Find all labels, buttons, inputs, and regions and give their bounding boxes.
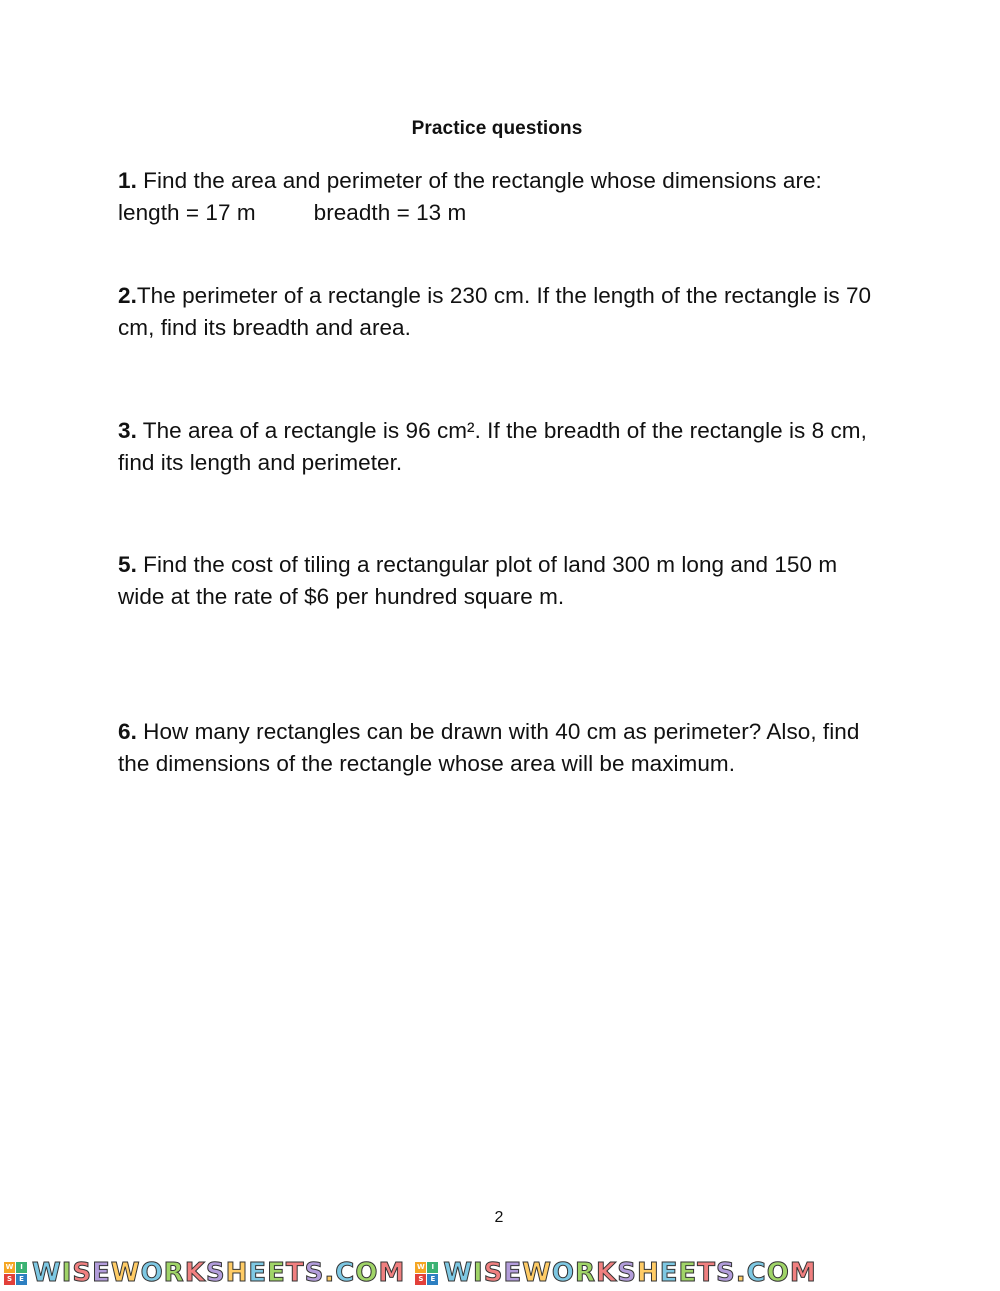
question-number: 2.: [118, 283, 137, 308]
question-text: The perimeter of a rectangle is 230 cm. If the length of the rectangle is 70 cm, find its breadth and area.: [118, 283, 872, 340]
brand-logo: [0, 1258, 405, 1288]
brand-wordmark: WISEWORKSHEETS.COM: [443, 1258, 817, 1288]
question-6: [118, 716, 878, 780]
question-2: [118, 280, 878, 344]
question-text: Find the area and perimeter of the rectangle whose dimensions are: length = 17 m: [118, 168, 822, 225]
logo-blocks-icon: W I S E: [4, 1262, 27, 1285]
question-number: 3.: [118, 418, 137, 443]
brand-wordmark: WISEWORKSHEETS.COM: [32, 1258, 406, 1288]
brand-logo: [411, 1258, 816, 1288]
question-1: [118, 165, 878, 229]
footer-banner: [0, 1255, 1000, 1291]
question-number: 6.: [118, 719, 137, 744]
logo-blocks-icon: W I S E: [415, 1262, 438, 1285]
question-number: 1.: [118, 168, 137, 193]
question-extra: breadth = 13 m: [313, 200, 467, 225]
question-text: Find the cost of tiling a rectangular plot of land 300 m long and 150 m wide at the rate of $6 per hundred square m.: [118, 552, 838, 609]
question-number: 5.: [118, 552, 137, 577]
page-title: Practice questions: [411, 118, 583, 139]
question-5: [118, 549, 878, 613]
page-number: 2: [494, 1209, 504, 1226]
question-text: How many rectangles can be drawn with 40 cm as perimeter? Also, find the dimensions of the rectangle whose area will be maximum.: [118, 719, 860, 776]
question-text: The area of a rectangle is 96 cm². If the breadth of the rectangle is 8 cm, find its length and perimeter.: [118, 418, 867, 475]
question-3: [118, 415, 878, 479]
